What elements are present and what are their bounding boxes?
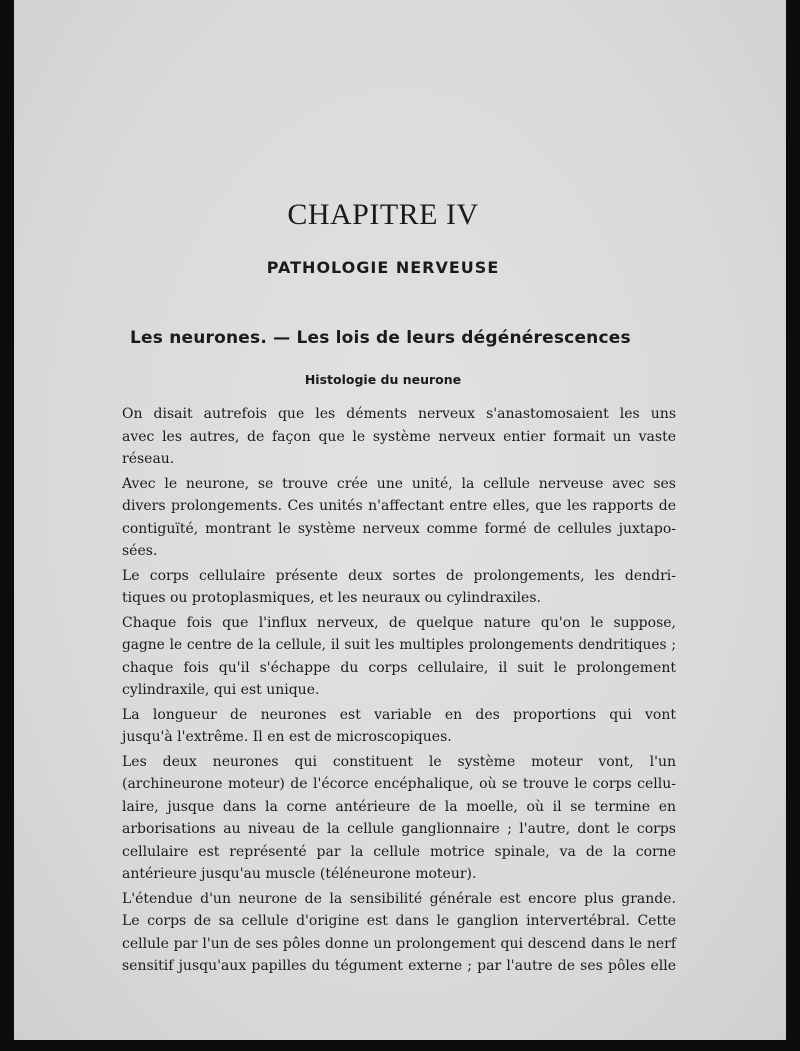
body-text [90, 403, 676, 980]
text-line: chaque fois qu'il s'échappe du corps cellulaire, il suit le prolongement [122, 659, 676, 676]
text-line: gagne le centre de la cellule, il suit les multiples prolongements dendritiques ; [122, 637, 676, 653]
text-line: Le corps cellulaire présente deux sortes de prolongements, les dendri- [122, 567, 676, 584]
paragraph [90, 888, 676, 978]
text-line: Chaque fois que l'influx nerveux, de quelque nature qu'on le suppose, [122, 614, 676, 631]
text-line: réseau. [122, 451, 175, 467]
paragraph [90, 565, 676, 610]
section-title: Les neurones. — Les lois de leurs dégénérescences [130, 328, 631, 348]
paragraph [90, 403, 676, 471]
paragraph [90, 473, 676, 563]
text-line: cellulaire est représenté par la cellule motrice spinale, va de la corne [122, 843, 676, 860]
text-line: tiques ou protoplasmiques, et les neuraux ou cylindraxiles. [122, 590, 541, 606]
text-line: cellule par l'un de ses pôles donne un prolongement qui descend dans le nerf [122, 935, 676, 952]
text-line: (archineurone moteur) de l'écorce encéphalique, où se trouve le corps cellu- [122, 776, 676, 792]
text-line: jusqu'à l'extrême. Il en est de microscopiques. [122, 729, 452, 745]
text-line: On disait autrefois que les déments nerveux s'anastomosaient les uns [122, 406, 676, 422]
text-line: laire, jusque dans la corne antérieure de la moelle, où il se termine en [122, 798, 676, 815]
subsection-title: Histologie du neurone [304, 372, 462, 387]
text-line: sensitif jusqu'aux papilles du tégument externe ; par l'autre de ses pôles elle [122, 958, 676, 974]
chapter-title: CHAPITRE IV [287, 198, 479, 231]
paragraph [90, 704, 676, 749]
book-page [14, 0, 786, 1040]
text-line: Les deux neurones qui constituent le système moteur vont, l'un [122, 753, 676, 770]
text-line: avec les autres, de façon que le système nerveux entier formait un vaste [122, 428, 676, 445]
paragraph [90, 751, 676, 886]
text-line: Le corps de sa cellule d'origine est dans le ganglion intervertébral. Cette [122, 913, 676, 929]
text-line: antérieure jusqu'au muscle (téléneurone moteur). [122, 866, 477, 882]
text-line: sées. [122, 543, 158, 559]
text-line: Avec le neurone, se trouve crée une unité, la cellule nerveuse avec ses [122, 475, 676, 492]
text-line: arborisations au niveau de la cellule ganglionnaire ; l'autre, dont le corps [122, 821, 676, 837]
text-line: L'étendue d'un neurone de la sensibilité générale est encore plus grande. [122, 890, 676, 907]
chapter-subject: PATHOLOGIE NERVEUSE [266, 258, 500, 277]
paragraph [90, 612, 676, 702]
text-line: contiguïté, montrant le système nerveux comme formé de cellules juxtapo- [122, 520, 676, 537]
text-line: divers prolongements. Ces unités n'affectant entre elles, que les rapports de [122, 498, 676, 514]
text-line: cylindraxile, qui est unique. [122, 682, 320, 698]
text-line: La longueur de neurones est variable en des proportions qui vont [122, 706, 676, 723]
